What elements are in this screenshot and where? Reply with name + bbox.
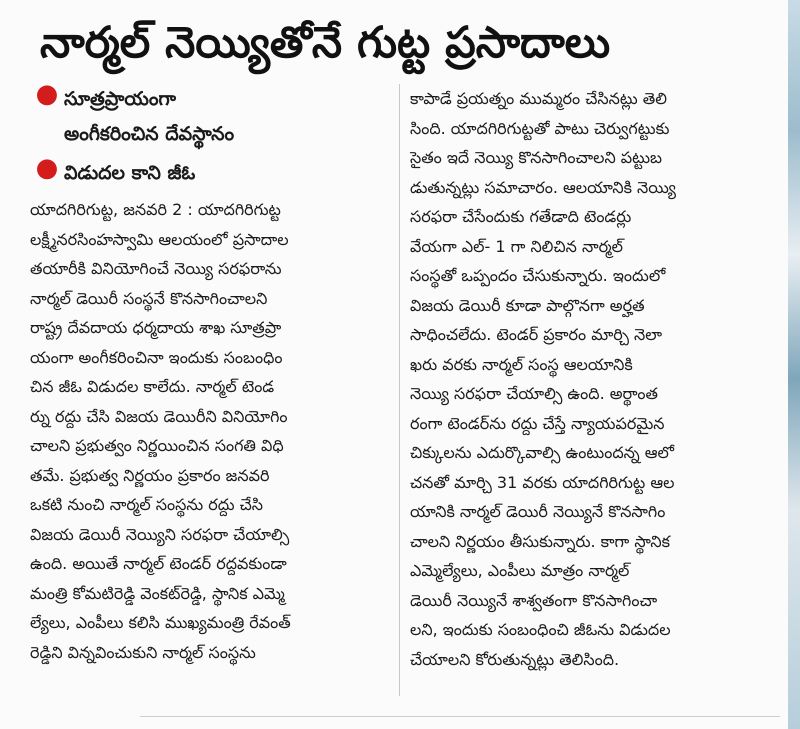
text-line: ర్ను రద్దు చేసి విజయ డెయిరీని వినియోగిం	[30, 406, 288, 426]
text-line: మంత్రి కోమటిరెడ్డి వెంకట్‌రెడ్డి, స్థానిక ఎమ్మె	[30, 583, 285, 603]
text-line: యానికి నార్మల్ డెయిరీ నెయ్యినే కొనసాగిం	[410, 502, 666, 521]
text-line: ఒకటి నుంచి నార్మల్ సంస్థను రద్దు చేసి	[30, 495, 264, 514]
text-line: ఎమ్మెల్యేలు, ఎంపీలు మాత్రం నార్మల్	[410, 561, 630, 580]
text-line: తయారీకి వినియోగించే నెయ్యి సరఫరాను	[30, 259, 282, 278]
text-line: చిక్కులను ఎదుర్కొవాల్సి ఉంటుందన్న ఆలో	[410, 443, 674, 462]
text-line: చిన జీఓ విడుదల కాలేదు. నార్మల్ టెండ	[30, 377, 275, 396]
bullet-dot-icon: ●	[35, 153, 59, 183]
text-line: డుతున్నట్లు సమాచారం. ఆలయానికి నెయ్యి	[410, 177, 676, 197]
left-column	[30, 79, 390, 667]
text-line: ఉంది. అయితే నార్మల్ టెండర్ రద్దవకుండా	[30, 554, 287, 573]
text-line: ల్యేలు, ఎంపీలు కలిసి ముఖ్యమంత్రి రేవంత్	[30, 613, 291, 632]
text-line: నెయ్యి సరఫరా చేయాల్సి ఉంది. అర్థాంత	[410, 384, 658, 403]
text-line: విజయ డెయిరీ నెయ్యిని సరఫరా చేయాల్సి	[30, 524, 290, 544]
bullet-item	[30, 153, 390, 191]
right-column	[410, 84, 778, 674]
bullet-dot-icon: ●	[35, 79, 59, 109]
adjacent-page-edge	[788, 0, 800, 729]
text-line: రంగా టెండర్‌ను రద్దు చేస్తే న్యాయపరమైన	[410, 413, 665, 433]
text-line: సాధించలేదు. టెండర్ ప్రకారం మార్చి నెలా	[410, 325, 663, 344]
text-line: సరఫరా చేసేందుకు గతేడాది టెండర్లు	[410, 207, 632, 226]
text-line: రెడ్డిని విన్నవించుకుని నార్మల్ సంస్థను	[30, 642, 256, 662]
text-line: నార్మల్ డెయిరీ సంస్థనే కొనసాగించాలని	[30, 288, 268, 308]
text-line: రాష్ట్ర దేవదాయ ధర్మదాయ శాఖ సూత్రప్రా	[30, 318, 282, 337]
text-line: ఖరు వరకు నార్మల్ సంస్థ ఆలయానికి	[410, 354, 633, 374]
bullet-item	[30, 79, 390, 152]
column-divider	[399, 84, 400, 696]
text-line: సైతం ఇదే నెయ్యి కొనసాగించాలని పట్టుబ	[410, 148, 663, 167]
text-line: తమే. ప్రభుత్వ నిర్ణయం ప్రకారం జనవరి	[30, 465, 270, 485]
text-line: చనతో మార్చి 31 వరకు యాదగిరిగుట్ట ఆల	[410, 472, 675, 492]
text-line: వేయగా ఎల్- 1 గా నిలిచిన నార్మల్	[410, 236, 623, 256]
bullet-line: సూత్రప్రాయంగా	[64, 88, 176, 110]
text-line: చాలని ప్రభుత్వం నిర్ణయించిన సంగతి విధి	[30, 436, 284, 455]
headline: నార్మల్ నెయ్యితోనే గుట్ట ప్రసాదాలు	[40, 18, 611, 68]
bottom-rule	[140, 716, 780, 717]
text-line: డెయిరీ నెయ్యినే శాశ్వతంగా కొనసాగించా	[410, 590, 658, 610]
text-line: యాదగిరిగుట్ట, జనవరి 2 : యాదగిరిగుట్ట	[30, 200, 281, 219]
text-line: చాలని నిర్ణయం తీసుకున్నారు. కాగా స్థానిక	[410, 531, 670, 551]
text-line: లని, ఇందుకు సంబంధించి జీఓను విడుదల	[410, 620, 671, 639]
text-line: కాపాడే ప్రయత్నం ముమ్మరం చేసినట్లు తెలి	[410, 89, 667, 108]
text-line: సంస్థతో ఒప్పందం చేసుకున్నారు. ఇందులో	[410, 266, 666, 285]
text-line: యంగా అంగీకరించినా ఇందుకు సంబంధిం	[30, 347, 283, 367]
left-body-text	[30, 195, 390, 667]
text-line: చేయాలని కోరుతున్నట్లు తెలిసింది.	[410, 649, 620, 669]
text-line: విజయ డెయిరీ కూడా పాల్గొనగా అర్హత	[410, 295, 645, 315]
text-line: సింది. యాదగిరిగుట్టతో పాటు చెర్వుగట్టుకు	[410, 118, 670, 138]
bullet-line: అంగీకరించిన దేవస్థానం	[64, 123, 235, 145]
text-line: లక్ష్మీనరసింహస్వామి ఆలయంలో ప్రసాదాల	[30, 229, 289, 249]
bullet-line: విడుదల కాని జీఓ	[64, 162, 196, 184]
